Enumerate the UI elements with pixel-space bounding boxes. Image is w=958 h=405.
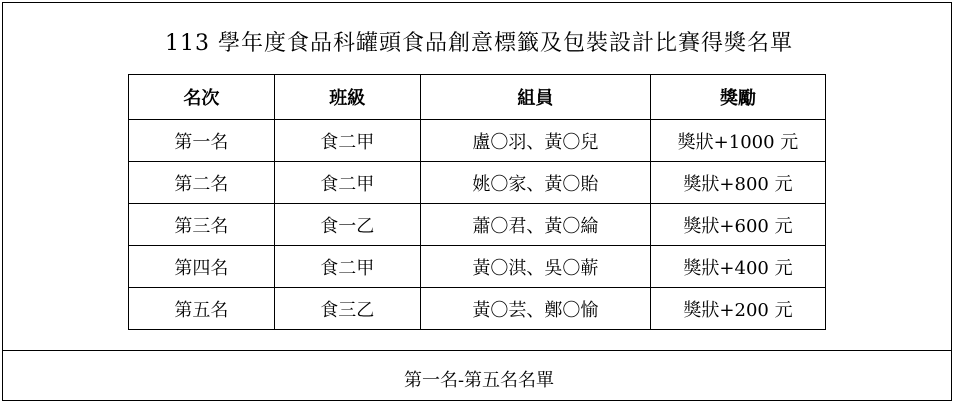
rank-cell: 第一名 — [129, 120, 275, 162]
page-title: 113 學年度食品科罐頭食品創意標籤及包裝設計比賽得獎名單 — [165, 31, 793, 56]
table-row — [129, 162, 826, 204]
awards-table — [128, 74, 826, 330]
column-header-reward: 獎勵 — [650, 75, 825, 120]
table-row — [129, 204, 826, 246]
rank-cell: 第四名 — [129, 246, 275, 288]
reward-cell: 獎狀+400 元 — [650, 246, 825, 288]
table-caption: 第一名-第五名名單 — [403, 370, 555, 391]
reward-cell: 獎狀+800 元 — [650, 162, 825, 204]
class-cell: 食一乙 — [274, 204, 420, 246]
rank-cell: 第五名 — [129, 288, 275, 330]
members-cell: 黃〇淇、吳〇蕲 — [420, 246, 650, 288]
members-cell: 姚〇家、黃〇貽 — [420, 162, 650, 204]
rank-cell: 第三名 — [129, 204, 275, 246]
caption-divider — [2, 350, 952, 351]
class-cell: 食二甲 — [274, 162, 420, 204]
reward-cell: 獎狀+1000 元 — [650, 120, 825, 162]
class-cell: 食二甲 — [274, 246, 420, 288]
class-cell: 食三乙 — [274, 288, 420, 330]
table-row — [129, 246, 826, 288]
members-cell: 黃〇芸、鄭〇愉 — [420, 288, 650, 330]
members-cell: 蕭〇君、黃〇綸 — [420, 204, 650, 246]
table-header-row — [129, 75, 826, 120]
column-header-rank: 名次 — [129, 75, 275, 120]
members-cell: 盧〇羽、黃〇兒 — [420, 120, 650, 162]
reward-cell: 獎狀+600 元 — [650, 204, 825, 246]
table-row — [129, 288, 826, 330]
column-header-members: 組員 — [420, 75, 650, 120]
class-cell: 食二甲 — [274, 120, 420, 162]
table-row — [129, 120, 826, 162]
column-header-class: 班級 — [274, 75, 420, 120]
reward-cell: 獎狀+200 元 — [650, 288, 825, 330]
rank-cell: 第二名 — [129, 162, 275, 204]
